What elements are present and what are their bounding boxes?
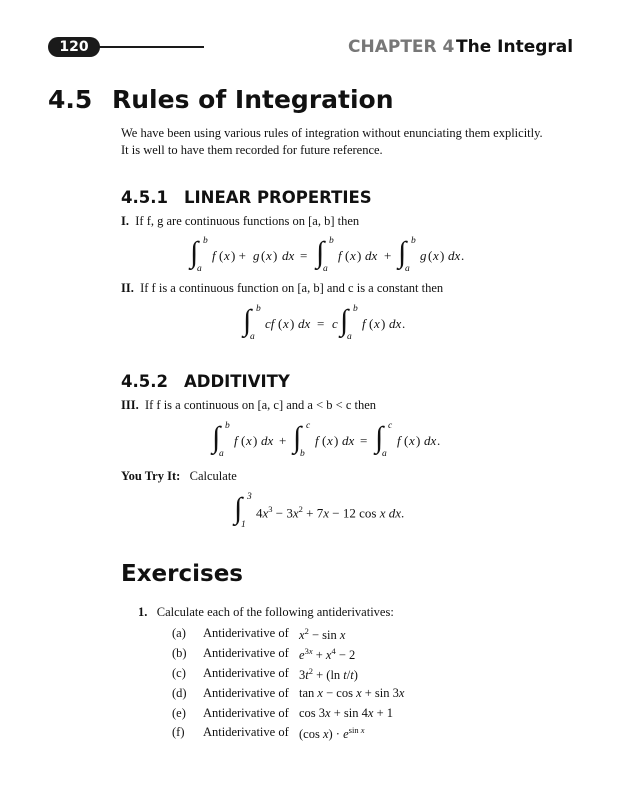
exercise-item-label: (d) [172, 686, 187, 700]
exercise-item [172, 666, 358, 683]
rule-3 [121, 397, 376, 414]
rule-1 [121, 213, 359, 230]
exercise-item-expr: (cos $x) \cdot e^{sin x}$ [299, 725, 365, 742]
subsection-number-2: 4.5.2 [121, 372, 168, 391]
exercise-item-label: (a) [172, 626, 186, 640]
exercise-item [172, 626, 346, 643]
rule-3-label: III. [121, 398, 139, 412]
you-try-it-text: Calculate [189, 469, 237, 483]
exercise-item-label: (e) [172, 706, 186, 720]
rule-3-text: If f is a continuous on [a, c] and a < b < c then [144, 398, 377, 412]
exercise-item-label: (f) [172, 725, 185, 739]
exercise-item [172, 646, 356, 663]
section-number: 4.5 [48, 85, 93, 114]
intro-line-1: We have been using various rules of integration without enunciating them explicitly. [121, 126, 543, 140]
exercise-item [172, 725, 365, 742]
exercise-item-text: Antiderivative of [203, 646, 289, 660]
exercise-item-text: Antiderivative of [203, 666, 289, 680]
equation-2: ∫ b a cf ( x ) dx = c ∫ b a f ( x ) dx . [243, 304, 406, 342]
rule-2-text: If f is a continuous function on [a, b] and c is a constant then [140, 281, 444, 295]
subsection-title-2: ADDITIVITY [184, 372, 290, 391]
you-try-it [121, 468, 237, 485]
exercise-item-expr: tan x − cos x + sin 3x [299, 686, 405, 700]
exercise-item-expr: cos 3x + sin 4x + 1 [299, 706, 393, 720]
exercise-item [172, 706, 393, 721]
equation-4: ∫ 3 1 $4x^3 - 3x^2 + 7x - 12$ cos x dx. [234, 492, 405, 530]
exercise-1-number: 1. [138, 605, 148, 619]
subsection-number-1: 4.5.1 [121, 188, 168, 207]
rule-2 [121, 280, 443, 297]
intro-line-2: It is well to have them recorded for future reference. [121, 143, 383, 157]
equation-1: ∫ b a f ( x ) + g ( x ) dx = ∫ b a f ( x ) dx + ∫ b a g ( x ) dx . [190, 236, 465, 274]
header-rule [98, 46, 204, 48]
exercise-item-text: Antiderivative of [203, 626, 289, 640]
exercise-1-text: Calculate each of the following antiderivatives: [156, 605, 394, 619]
exercise-item-label: (b) [172, 646, 187, 660]
exercise-item-expr: $e^{3x} + x^4 - 2$ [299, 646, 356, 663]
section-title: Rules of Integration [112, 85, 394, 114]
exercises-title: Exercises [121, 561, 243, 587]
exercise-item [172, 686, 405, 701]
chapter-title: The Integral [456, 37, 574, 57]
you-try-it-label: You Try It: [121, 469, 181, 483]
exercise-1-prompt [138, 604, 394, 621]
rule-1-label: I. [121, 214, 129, 228]
chapter-label: CHAPTER 4 [348, 37, 455, 57]
exercise-item-text: Antiderivative of [203, 686, 289, 700]
exercise-item-text: Antiderivative of [203, 706, 289, 720]
exercise-item-expr: $3t^2 + (\ln$ t/t) [299, 666, 358, 683]
page-number-badge: 120 [48, 37, 100, 57]
exercise-item-label: (c) [172, 666, 186, 680]
rule-1-text: If f, g are continuous functions on [a, b] then [135, 214, 360, 228]
exercise-item-expr: $x^2 - \sin x$ [299, 626, 346, 643]
subsection-title-1: LINEAR PROPERTIES [184, 188, 372, 207]
rule-2-label: II. [121, 281, 134, 295]
exercise-item-text: Antiderivative of [203, 725, 289, 739]
equation-3: ∫ b a f ( x ) dx + ∫ c b f ( x ) dx = ∫ c a f ( x ) dx . [212, 421, 441, 459]
